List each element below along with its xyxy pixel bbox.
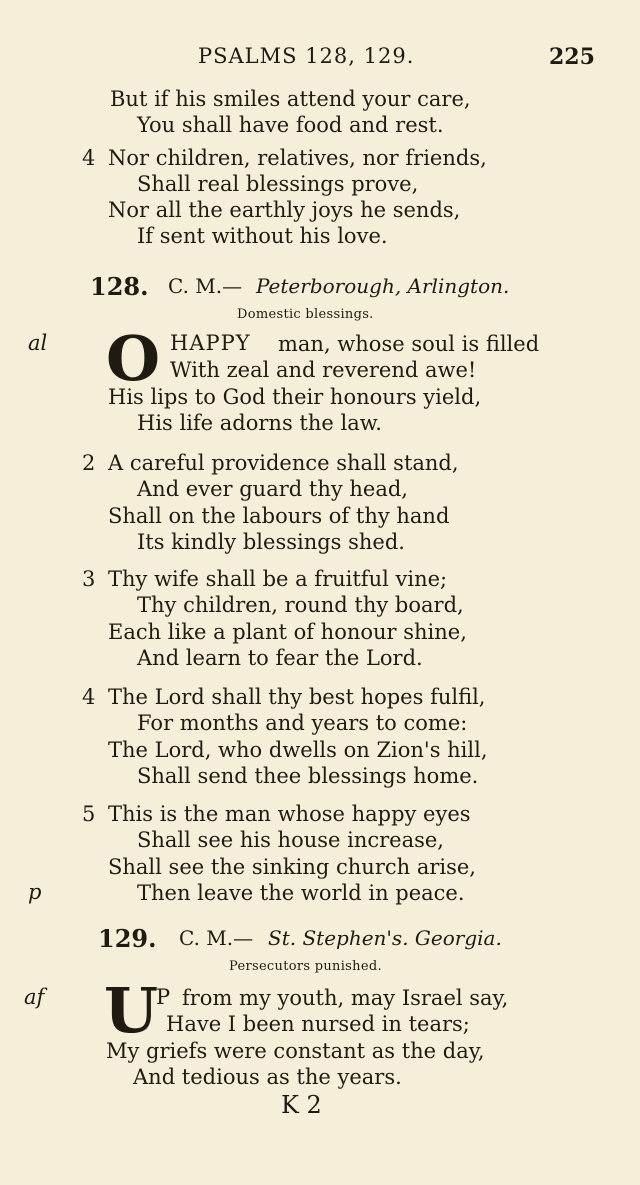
verse-line: If sent without his love. — [137, 224, 388, 248]
verse-line: Shall see the sinking church arise, — [108, 855, 476, 879]
verse-line: from my youth, may Israel say, — [182, 986, 509, 1010]
verse-line: Each like a plant of honour shine, — [108, 620, 467, 644]
stanza-number: 2 — [82, 451, 96, 475]
verse-line: The Lord shall thy best hopes fulfil, — [108, 685, 486, 709]
verse-line: Thy children, round thy board, — [137, 593, 464, 617]
hymn-tunes: Peterborough, Arlington. — [256, 274, 510, 298]
first-word: P — [156, 985, 172, 1009]
verse-line: Shall on the labours of thy hand — [108, 504, 450, 528]
hymn-meter: C. M.— — [168, 274, 243, 298]
running-header: PSALMS 128, 129. — [198, 44, 415, 68]
hymn-number: 129. — [98, 924, 157, 953]
verse-line: My griefs were constant as the day, — [106, 1039, 485, 1063]
hymn-meter: C. M.— — [179, 926, 254, 950]
verse-line: man, whose soul is filled — [278, 332, 540, 356]
verse-line: A careful providence shall stand, — [108, 451, 459, 475]
verse-line: You shall have food and rest. — [137, 113, 444, 137]
verse-line: The Lord, who dwells on Zion's hill, — [108, 738, 488, 762]
verse-line: His life adorns the law. — [137, 411, 382, 435]
verse-line: Have I been nursed in tears; — [166, 1012, 470, 1036]
verse-line: Shall real blessings prove, — [137, 172, 419, 196]
verse-line: For months and years to come: — [137, 711, 468, 735]
verse-line: And ever guard thy head, — [137, 477, 408, 501]
verse-line: And tedious as the years. — [133, 1065, 402, 1089]
verse-line: And learn to fear the Lord. — [137, 646, 423, 670]
signature-mark: K 2 — [281, 1091, 322, 1119]
verse-line: But if his smiles attend your care, — [110, 87, 471, 111]
verse-line: Nor all the earthly joys he sends, — [108, 198, 461, 222]
hymn-subtitle: Persecutors punished. — [229, 959, 382, 974]
verse-line: Shall send thee blessings home. — [137, 764, 479, 788]
dynamics-mark: af — [24, 985, 45, 1009]
page-number: 225 — [549, 44, 595, 70]
verse-line: Thy wife shall be a fruitful vine; — [108, 567, 448, 591]
stanza-number: 4 — [82, 685, 96, 709]
verse-line: Shall see his house increase, — [137, 828, 444, 852]
verse-line: Nor children, relatives, nor friends, — [108, 146, 487, 170]
hymn-tunes: St. Stephen's. Georgia. — [268, 926, 502, 950]
hymn-number: 128. — [90, 272, 149, 301]
verse-line: With zeal and reverend awe! — [170, 358, 477, 382]
hymn-subtitle: Domestic blessings. — [237, 307, 374, 322]
verse-line: Its kindly blessings shed. — [137, 530, 405, 554]
stanza-number: 4 — [82, 146, 96, 170]
dynamics-mark: al — [28, 331, 48, 355]
verse-line: His lips to God their honours yield, — [108, 385, 482, 409]
stanza-number: 3 — [82, 567, 96, 591]
stanza-number: 5 — [82, 802, 96, 826]
drop-cap: O — [106, 322, 161, 395]
first-word: HAPPY — [170, 331, 251, 355]
verse-line: Then leave the world in peace. — [137, 881, 465, 905]
drop-cap: U — [104, 974, 159, 1047]
verse-line: This is the man whose happy eyes — [108, 802, 471, 826]
dynamics-mark: p — [28, 880, 42, 904]
